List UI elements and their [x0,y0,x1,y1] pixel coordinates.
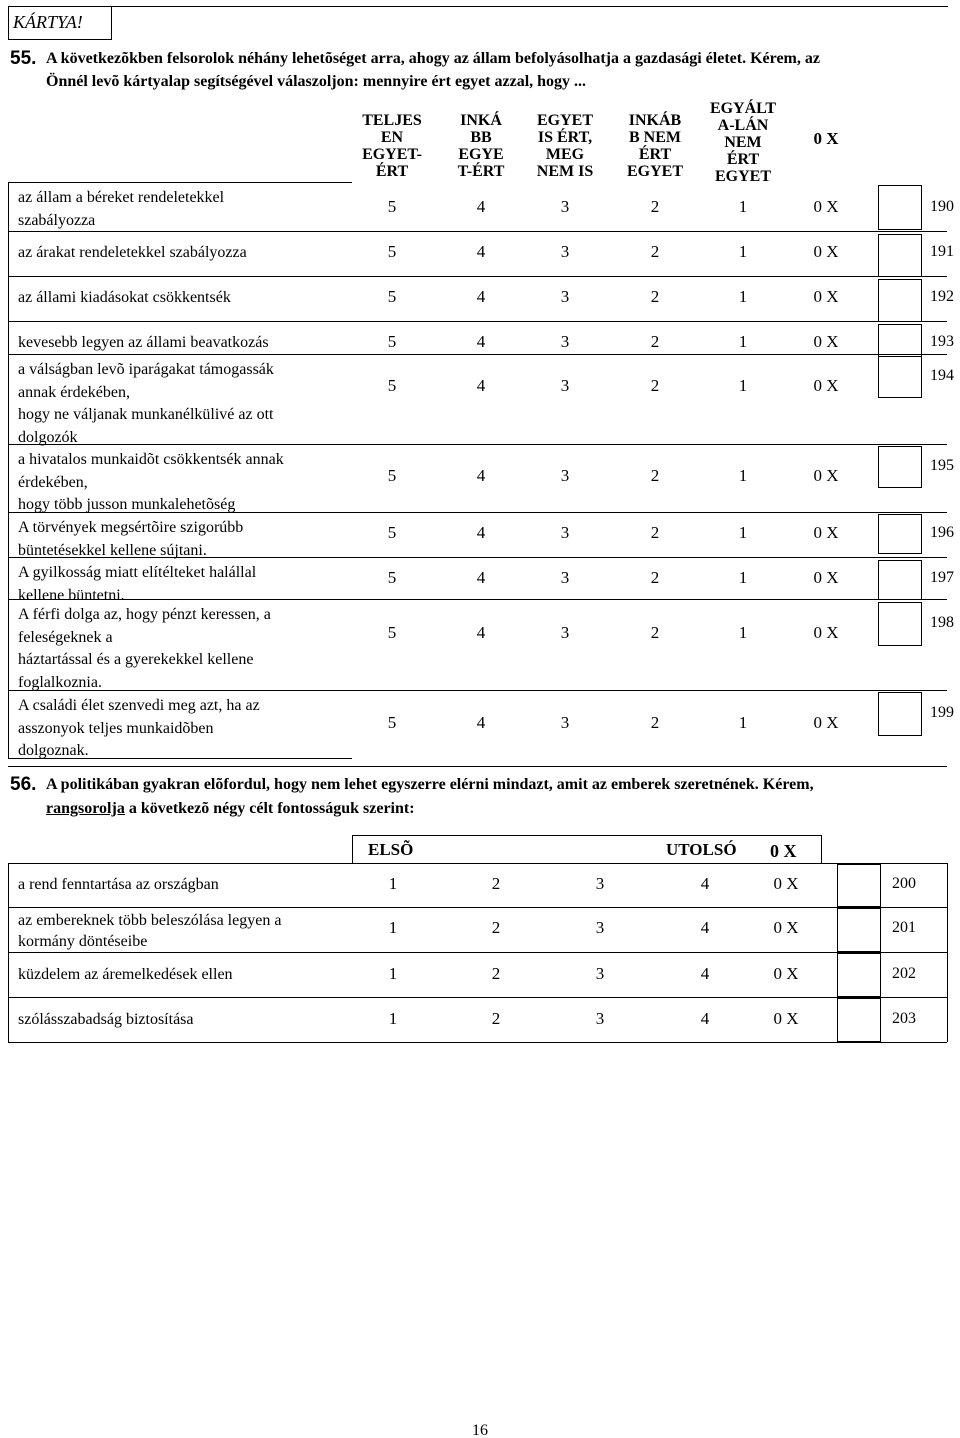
answer-option[interactable]: 1 [738,376,748,395]
answer-option[interactable]: 2 [650,242,660,261]
row-separator [8,354,947,355]
rank-option[interactable]: 0 X [773,1009,799,1028]
item-label-line: kormány döntéseibe [18,933,148,950]
question-56-text-line2: rangsorolja a következõ négy célt fontosságuk szerint: [46,800,415,817]
page-number: 16 [472,1422,488,1438]
row-separator [8,182,352,183]
column-header-line: A-LÁN [717,117,769,134]
rank-word: rangsorolja [46,800,125,817]
column-header-line: ÉRT [375,163,409,180]
row-separator [8,231,947,232]
question-55-text-line2: Önnél levõ kártyalap segítségével válaszoljon: mennyire ért egyet azzal, hogy ... [46,73,587,90]
answer-option[interactable]: 2 [650,623,660,642]
rank-option[interactable]: 4 [700,874,710,893]
column-header-line: EGYET- [362,146,422,163]
item-label-line: A családi élet szenvedi meg azt, ha az [18,697,260,714]
row-separator [8,997,947,998]
item-label-line: kevesebb legyen az állami beavatkozás [18,334,269,351]
rank-option[interactable]: 0 X [773,918,799,937]
rank-option[interactable]: 1 [388,918,398,937]
variable-code: 198 [930,614,954,631]
answer-option[interactable]: 3 [560,623,570,642]
item-label-line: érdekében, [18,473,88,491]
rank-option[interactable]: 3 [595,964,605,983]
item-label-line: a válságban levõ iparágakat támogassák [18,361,274,378]
column-header-line: NEM IS [536,163,594,180]
rank-option[interactable]: 4 [700,1009,710,1028]
rank-header-box [352,835,822,863]
rank-option[interactable]: 0 X [773,874,799,893]
answer-option[interactable]: 4 [476,376,486,395]
row-separator [8,863,947,864]
question-56-number: 56. [10,774,37,795]
answer-option[interactable]: 0 X [813,568,839,587]
rank-option[interactable]: 0 X [773,964,799,983]
rank-option[interactable]: 2 [491,1009,501,1028]
answer-option[interactable]: 0 X [813,287,839,306]
answer-option[interactable]: 3 [560,713,570,732]
row-separator [8,444,947,445]
item-label-line: kellene büntetni. [18,586,125,604]
answer-option[interactable]: 5 [387,568,397,587]
variable-code: 193 [930,333,954,350]
item-label-line: az embereknek több beleszólása legyen a [18,912,282,929]
column-header-line: NEM [724,134,762,151]
question-56-text-line1: A politikában gyakran elõfordul, hogy nem lehet egyszerre elérni mindazt, amit az emberek szeretnének. Kérem, [46,776,814,793]
column-header-line: BB [470,129,492,146]
column-header-line: IS ÉRT, [537,129,593,146]
rank-option[interactable]: 3 [595,918,605,937]
item-label-line: büntetésekkel kellene sújtani. [18,541,207,559]
variable-code: 195 [930,457,954,474]
answer-option[interactable]: 5 [387,623,397,642]
table-left-border [8,182,9,758]
answer-code-box[interactable] [878,356,922,398]
answer-option[interactable]: 5 [387,466,397,485]
variable-code: 191 [930,243,954,260]
answer-code-box[interactable] [837,953,881,997]
rank-header-first: ELSÕ [368,840,414,859]
column-header-line: EGYE [458,146,504,163]
answer-option[interactable]: 4 [476,623,486,642]
answer-option[interactable]: 3 [560,332,570,351]
item-label-line: küzdelem az áremelkedések ellen [18,966,233,983]
row-separator [8,690,947,691]
row-separator [8,599,947,600]
row-separator [8,321,947,322]
item-label-line: hogy több jusson munkalehetõség [18,496,236,513]
card-note: KÁRTYA! [13,12,83,32]
variable-code: 199 [930,704,954,721]
answer-option[interactable]: 4 [476,523,486,542]
answer-option[interactable]: 5 [387,713,397,732]
rank-option[interactable]: 2 [491,874,501,893]
answer-option[interactable]: 0 X [813,466,839,485]
answer-option[interactable]: 1 [738,242,748,261]
answer-option[interactable]: 3 [560,242,570,261]
column-header-line: T-ÉRT [457,163,505,180]
answer-option[interactable]: 1 [738,623,748,642]
rank-option[interactable]: 2 [491,964,501,983]
item-label-line: háztartással és a gyerekekkel kellene [18,651,254,668]
answer-option[interactable]: 1 [738,713,748,732]
column-header-line: INKÁ [460,112,502,129]
item-label-line: szólásszabadság biztosítása [18,1011,194,1028]
answer-option[interactable]: 2 [650,376,660,395]
answer-option[interactable]: 3 [560,466,570,485]
row-separator [8,952,947,953]
item-label-line: A férfi dolga az, hogy pénzt keressen, a [18,606,271,623]
item-label-line: a rend fenntartása az országban [18,876,219,893]
item-label-line: A törvények megsértõire szigorúbb [18,519,244,536]
answer-option[interactable]: 2 [650,523,660,542]
variable-code: 194 [930,367,954,384]
rank-option[interactable]: 4 [700,918,710,937]
item-label-line: szabályozza [18,211,96,229]
answer-code-box[interactable] [878,446,922,488]
column-header-line: ÉRT [638,146,672,163]
answer-option[interactable]: 4 [476,332,486,351]
item-label-line: dolgozók [18,428,78,446]
column-header-line: EGYÁLT [709,100,777,117]
item-label-line: A gyilkosság miatt elítélteket halállal [18,564,257,581]
answer-option[interactable]: 3 [560,523,570,542]
answer-option[interactable]: 2 [650,197,660,216]
answer-option[interactable]: 0 X [813,376,839,395]
answer-option[interactable]: 2 [650,287,660,306]
answer-option[interactable]: 4 [476,242,486,261]
answer-option[interactable]: 1 [738,332,748,351]
rank-header-0x: 0 X [770,841,797,861]
variable-code: 190 [930,198,954,215]
answer-option[interactable]: 1 [738,568,748,587]
answer-option[interactable]: 0 X [813,623,839,642]
answer-option[interactable]: 3 [560,376,570,395]
answer-code-box[interactable] [878,514,922,554]
variable-code: 192 [930,288,954,305]
answer-code-box[interactable] [837,908,881,952]
rank-option[interactable]: 2 [491,918,501,937]
answer-option[interactable]: 0 X [813,332,839,351]
answer-option[interactable]: 0 X [813,713,839,732]
answer-option[interactable]: 1 [738,466,748,485]
variable-code: 203 [892,1010,916,1027]
item-label-line: annak érdekében, [18,383,130,401]
answer-option[interactable]: 0 X [813,523,839,542]
answer-option[interactable]: 0 X [813,242,839,261]
item-label-line: a hivatalos munkaidõt csökkentsék annak [18,451,284,468]
answer-option[interactable]: 1 [738,197,748,216]
answer-option[interactable]: 2 [650,713,660,732]
variable-code: 201 [892,919,916,936]
answer-option[interactable]: 0 X [813,197,839,216]
answer-option[interactable]: 5 [387,197,397,216]
rank-option[interactable]: 1 [388,874,398,893]
item-label-line: foglalkoznia. [18,673,102,691]
variable-code: 197 [930,569,954,586]
column-header-line: ÉRT [726,151,760,168]
item-label-line: az állam a béreket rendeletekkel [18,189,225,206]
row-separator [8,512,947,513]
column-header-line: EN [380,129,404,146]
answer-option[interactable]: 5 [387,332,397,351]
answer-option[interactable]: 5 [387,376,397,395]
answer-code-box[interactable] [878,692,922,736]
item-label-line: az állami kiadásokat csökkentsék [18,289,231,306]
item-label-line: feleségeknek a [18,628,113,646]
item-label-line: az árakat rendeletekkel szabályozza [18,244,247,261]
column-header-line: EGYET [626,163,683,180]
question-55-number: 55. [10,48,37,69]
top-rule [112,6,948,7]
section-divider [8,766,947,767]
column-header-line: TELJES [362,112,422,129]
variable-code: 200 [892,875,916,892]
column-header-line: EGYET [714,168,771,185]
answer-option[interactable]: 2 [650,568,660,587]
rank-option[interactable]: 4 [700,964,710,983]
column-header-line: 0 X [813,129,839,148]
column-header-line: MEG [545,146,585,163]
answer-code-box[interactable] [878,279,922,322]
table-right-border [947,863,948,1042]
item-label-line: asszonyok teljes munkaidõben [18,719,214,737]
answer-option[interactable]: 1 [738,287,748,306]
answer-code-box[interactable] [837,998,881,1042]
answer-option[interactable]: 3 [560,197,570,216]
column-header-line: EGYET [536,112,593,129]
variable-code: 196 [930,524,954,541]
answer-option[interactable]: 4 [476,713,486,732]
item-label-line: dolgoznak. [18,742,89,759]
answer-option[interactable]: 2 [650,332,660,351]
table-bottom-rule [8,1042,947,1043]
rank-option[interactable]: 1 [388,964,398,983]
answer-option[interactable]: 3 [560,568,570,587]
answer-option[interactable]: 5 [387,523,397,542]
answer-option[interactable]: 4 [476,568,486,587]
answer-option[interactable]: 2 [650,466,660,485]
answer-code-box[interactable] [878,602,922,646]
column-header-line: B NEM [629,129,681,146]
answer-option[interactable]: 4 [476,466,486,485]
answer-code-box[interactable] [837,864,881,907]
answer-option[interactable]: 3 [560,287,570,306]
answer-code-box[interactable] [878,560,922,600]
answer-option[interactable]: 5 [387,242,397,261]
answer-option[interactable]: 5 [387,287,397,306]
rank-header-last: UTOLSÓ [666,840,737,859]
row-separator [8,276,947,277]
row-separator [8,907,947,908]
row-separator [8,557,947,558]
answer-option[interactable]: 4 [476,287,486,306]
rank-option[interactable]: 3 [595,1009,605,1028]
answer-option[interactable]: 4 [476,197,486,216]
column-header-line: INKÁB [628,112,682,129]
rank-option[interactable]: 1 [388,1009,398,1028]
rank-option[interactable]: 3 [595,874,605,893]
variable-code: 202 [892,965,916,982]
question-55-text-line1: A következõkben felsorolok néhány lehetõséget arra, ahogy az állam befolyásolhatja a gazdasági életet. Kérem, az [46,50,820,67]
answer-code-box[interactable] [878,234,922,277]
answer-code-box[interactable] [878,185,922,230]
item-label-line: hogy ne váljanak munkanélkülivé az ott [18,406,274,423]
answer-option[interactable]: 1 [738,523,748,542]
